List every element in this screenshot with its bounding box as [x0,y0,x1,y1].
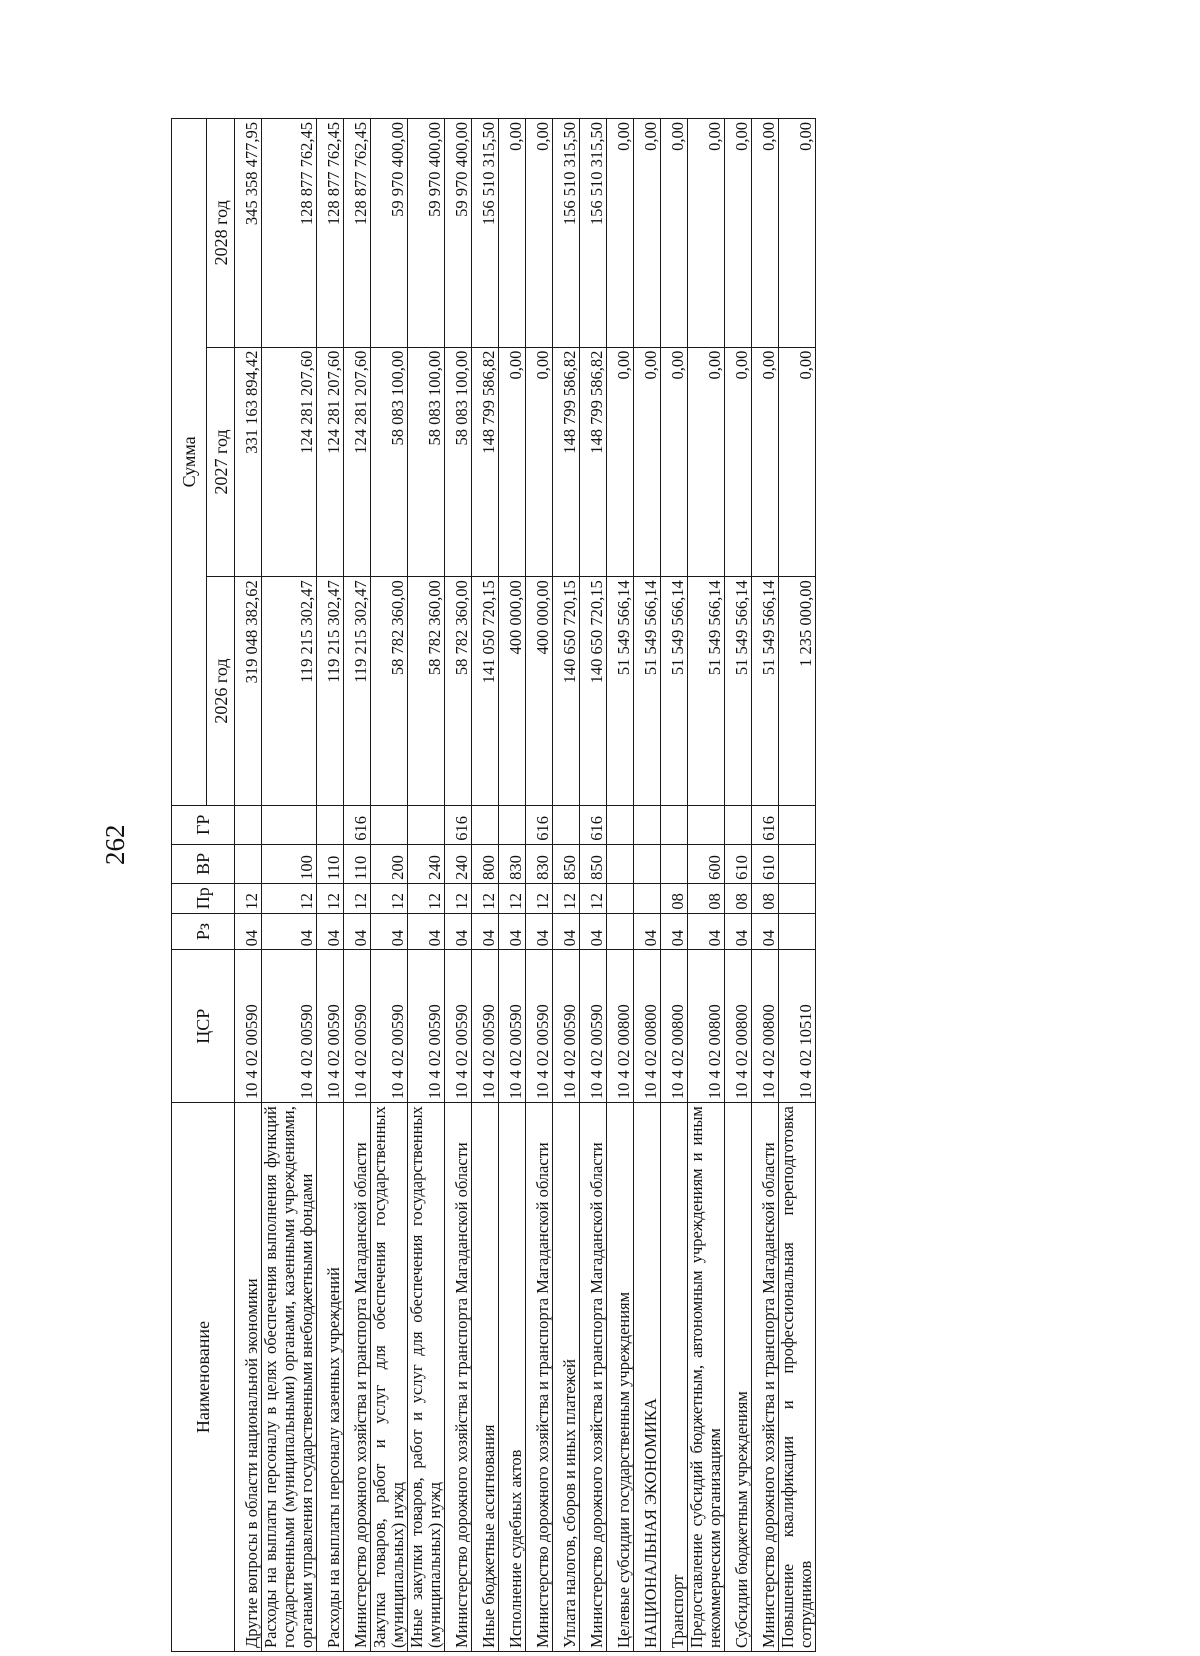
cell-sum-2026: 51 549 566,14 [752,577,779,806]
cell-gr [634,805,661,844]
cell-name: Министерство дорожного хозяйства и транспорта Магаданской области [526,1103,553,1652]
header-sum: Сумма [172,119,207,806]
cell-name: Транспорт [661,1103,688,1652]
table-row [688,119,725,1652]
cell-csr: 10 4 02 00590 [317,950,344,1103]
cell-vr: 110 [344,844,371,883]
cell-sum-2027: 148 799 586,82 [553,347,580,577]
cell-rz: 04 [661,913,688,950]
cell-name: Повышение квалификации и профессиональная переподготовка сотрудников [779,1103,816,1652]
cell-sum-2026: 58 782 360,00 [371,577,408,806]
cell-csr: 10 4 02 10510 [779,950,816,1103]
cell-sum-2026: 119 215 302,47 [344,577,371,806]
cell-rz [779,913,816,950]
cell-sum-2028: 0,00 [607,119,634,348]
header-gr: ГР [172,805,235,844]
budget-table [171,118,816,1652]
cell-pr: 12 [408,883,445,913]
cell-pr [634,883,661,913]
cell-name: Предоставление субсидий бюджетным, автономным учреждениям и иным некоммерческим организациям [688,1103,725,1652]
header-pr: Пр [172,883,235,913]
cell-pr: 12 [553,883,580,913]
cell-sum-2026: 58 782 360,00 [445,577,472,806]
cell-sum-2028: 345 358 477,95 [235,119,262,348]
cell-sum-2026: 1 235 000,00 [779,577,816,806]
cell-sum-2027: 58 083 100,00 [371,347,408,577]
table-row [553,119,580,1652]
table-row [344,119,371,1652]
cell-sum-2026: 51 549 566,14 [634,577,661,806]
cell-name: Другие вопросы в области национальной экономики [235,1103,262,1652]
cell-name: Исполнение судебных актов [499,1103,526,1652]
cell-name: Целевые субсидии государственным учреждениям [607,1103,634,1652]
cell-sum-2026: 51 549 566,14 [725,577,752,806]
cell-rz: 04 [634,913,661,950]
cell-csr: 10 4 02 00590 [472,950,499,1103]
cell-csr: 10 4 02 00590 [499,950,526,1103]
cell-vr: 610 [725,844,752,883]
cell-vr [634,844,661,883]
table-row [317,119,344,1652]
cell-pr: 12 [526,883,553,913]
cell-csr: 10 4 02 00590 [526,950,553,1103]
cell-gr [688,805,725,844]
cell-vr: 850 [580,844,607,883]
cell-sum-2028: 128 877 762,45 [344,119,371,348]
cell-csr: 10 4 02 00590 [344,950,371,1103]
cell-rz: 04 [752,913,779,950]
cell-sum-2027: 0,00 [779,347,816,577]
cell-sum-2027: 0,00 [725,347,752,577]
table-row [607,119,634,1652]
header-2027: 2027 год [207,347,235,577]
cell-sum-2028: 0,00 [779,119,816,348]
cell-pr: 12 [344,883,371,913]
cell-sum-2027: 124 281 207,60 [262,347,317,577]
cell-vr [607,844,634,883]
cell-rz: 04 [580,913,607,950]
cell-pr [779,883,816,913]
table-row [408,119,445,1652]
cell-csr: 10 4 02 00800 [725,950,752,1103]
cell-rz: 04 [553,913,580,950]
header-csr: ЦСР [172,950,235,1103]
cell-vr: 200 [371,844,408,883]
cell-sum-2027: 148 799 586,82 [472,347,499,577]
table-row [235,119,262,1652]
header-name: Наименование [172,1103,235,1652]
cell-sum-2026: 119 215 302,47 [262,577,317,806]
budget-table-page [171,118,1107,1652]
table-row [580,119,607,1652]
cell-gr [317,805,344,844]
table-row [499,119,526,1652]
cell-vr: 830 [526,844,553,883]
cell-rz: 04 [472,913,499,950]
cell-vr: 110 [317,844,344,883]
cell-gr: 616 [526,805,553,844]
cell-vr: 830 [499,844,526,883]
cell-name: Министерство дорожного хозяйства и транспорта Магаданской области [344,1103,371,1652]
cell-vr: 600 [688,844,725,883]
table-row [472,119,499,1652]
cell-sum-2028: 0,00 [634,119,661,348]
cell-name: НАЦИОНАЛЬНАЯ ЭКОНОМИКА [634,1103,661,1652]
cell-gr [499,805,526,844]
cell-sum-2027: 124 281 207,60 [317,347,344,577]
cell-gr: 616 [445,805,472,844]
cell-rz [607,913,634,950]
cell-sum-2028: 59 970 400,00 [408,119,445,348]
cell-pr: 08 [661,883,688,913]
cell-sum-2026: 319 048 382,62 [235,577,262,806]
cell-rz: 04 [408,913,445,950]
table-row [779,119,816,1652]
cell-pr: 12 [371,883,408,913]
page-number: 262 [100,824,130,865]
cell-sum-2027: 148 799 586,82 [580,347,607,577]
cell-pr: 12 [499,883,526,913]
cell-csr: 10 4 02 00800 [752,950,779,1103]
cell-sum-2026: 141 050 720,15 [472,577,499,806]
cell-rz: 04 [317,913,344,950]
cell-pr: 12 [580,883,607,913]
cell-csr: 10 4 02 00590 [445,950,472,1103]
cell-name: Субсидии бюджетным учреждениям [725,1103,752,1652]
header-vr: ВР [172,844,235,883]
cell-sum-2026: 51 549 566,14 [607,577,634,806]
cell-name: Иные закупки товаров, работ и услуг для обеспечения государственных (муниципальных) нужд [408,1103,445,1652]
cell-vr [779,844,816,883]
cell-pr: 12 [472,883,499,913]
cell-rz: 04 [235,913,262,950]
cell-gr [779,805,816,844]
cell-sum-2027: 0,00 [499,347,526,577]
cell-sum-2028: 0,00 [752,119,779,348]
table-row [634,119,661,1652]
cell-sum-2026: 400 000,00 [499,577,526,806]
cell-sum-2027: 0,00 [661,347,688,577]
cell-sum-2027: 0,00 [607,347,634,577]
cell-rz: 04 [445,913,472,950]
cell-sum-2027: 124 281 207,60 [344,347,371,577]
cell-pr: 08 [688,883,725,913]
header-rz: Рз [172,913,235,950]
cell-pr: 12 [262,883,317,913]
cell-gr: 616 [580,805,607,844]
cell-sum-2028: 156 510 315,50 [553,119,580,348]
cell-sum-2026: 119 215 302,47 [317,577,344,806]
table-body [235,119,816,1652]
cell-csr: 10 4 02 00800 [607,950,634,1103]
cell-rz: 04 [371,913,408,950]
cell-rz: 04 [526,913,553,950]
cell-vr: 240 [408,844,445,883]
cell-csr: 10 4 02 00590 [553,950,580,1103]
cell-name: Закупка товаров, работ и услуг для обеспечения государственных (муниципальных) нужд [371,1103,408,1652]
cell-sum-2026: 51 549 566,14 [661,577,688,806]
table-row [752,119,779,1652]
cell-name: Уплата налогов, сборов и иных платежей [553,1103,580,1652]
table-row [526,119,553,1652]
cell-name: Министерство дорожного хозяйства и транспорта Магаданской области [445,1103,472,1652]
cell-name: Расходы на выплаты персоналу казенных учреждений [317,1103,344,1652]
cell-vr: 240 [445,844,472,883]
cell-sum-2026: 140 650 720,15 [553,577,580,806]
cell-gr: 616 [752,805,779,844]
cell-pr: 08 [725,883,752,913]
cell-sum-2028: 59 970 400,00 [371,119,408,348]
table-row [725,119,752,1652]
cell-csr: 10 4 02 00590 [580,950,607,1103]
cell-sum-2026: 51 549 566,14 [688,577,725,806]
header-2026: 2026 год [207,577,235,806]
cell-sum-2027: 331 163 894,42 [235,347,262,577]
cell-sum-2028: 128 877 762,45 [262,119,317,348]
cell-gr: 616 [344,805,371,844]
cell-csr: 10 4 02 00800 [634,950,661,1103]
cell-gr [408,805,445,844]
cell-pr: 12 [235,883,262,913]
cell-pr: 12 [445,883,472,913]
cell-gr [607,805,634,844]
cell-rz: 04 [725,913,752,950]
cell-vr [661,844,688,883]
cell-vr: 100 [262,844,317,883]
cell-csr: 10 4 02 00590 [371,950,408,1103]
cell-sum-2028: 128 877 762,45 [317,119,344,348]
cell-pr [607,883,634,913]
cell-gr [472,805,499,844]
cell-sum-2027: 0,00 [634,347,661,577]
cell-csr: 10 4 02 00590 [262,950,317,1103]
cell-sum-2028: 0,00 [725,119,752,348]
cell-sum-2028: 0,00 [499,119,526,348]
cell-sum-2027: 58 083 100,00 [445,347,472,577]
cell-vr: 800 [472,844,499,883]
table-row [262,119,317,1652]
cell-vr: 850 [553,844,580,883]
cell-gr [661,805,688,844]
cell-vr [235,844,262,883]
cell-csr: 10 4 02 00590 [408,950,445,1103]
cell-name: Иные бюджетные ассигнования [472,1103,499,1652]
cell-sum-2026: 140 650 720,15 [580,577,607,806]
cell-rz: 04 [499,913,526,950]
cell-sum-2028: 0,00 [661,119,688,348]
header-2028: 2028 год [207,119,235,348]
cell-vr: 610 [752,844,779,883]
cell-sum-2028: 0,00 [688,119,725,348]
cell-rz: 04 [688,913,725,950]
cell-name: Министерство дорожного хозяйства и транспорта Магаданской области [752,1103,779,1652]
cell-gr [725,805,752,844]
cell-csr: 10 4 02 00590 [235,950,262,1103]
cell-sum-2026: 58 782 360,00 [408,577,445,806]
cell-csr: 10 4 02 00800 [688,950,725,1103]
cell-csr: 10 4 02 00800 [661,950,688,1103]
cell-sum-2028: 156 510 315,50 [472,119,499,348]
table-header [172,119,235,1652]
cell-rz: 04 [344,913,371,950]
cell-sum-2028: 156 510 315,50 [580,119,607,348]
cell-name: Расходы на выплаты персоналу в целях обеспечения выполнения функций государственными (муниципальными) органами, казенными учреждениями, органами управления государственными внебюджетными фондами [262,1103,317,1652]
cell-name: Министерство дорожного хозяйства и транспорта Магаданской области [580,1103,607,1652]
cell-sum-2027: 58 083 100,00 [408,347,445,577]
cell-sum-2028: 59 970 400,00 [445,119,472,348]
table-row [371,119,408,1652]
cell-sum-2027: 0,00 [526,347,553,577]
cell-pr: 08 [752,883,779,913]
cell-gr [553,805,580,844]
cell-sum-2027: 0,00 [752,347,779,577]
table-row [661,119,688,1652]
cell-sum-2026: 400 000,00 [526,577,553,806]
cell-gr [235,805,262,844]
table-row [445,119,472,1652]
cell-pr: 12 [317,883,344,913]
cell-sum-2027: 0,00 [688,347,725,577]
cell-gr [262,805,317,844]
cell-gr [371,805,408,844]
cell-rz: 04 [262,913,317,950]
cell-sum-2028: 0,00 [526,119,553,348]
